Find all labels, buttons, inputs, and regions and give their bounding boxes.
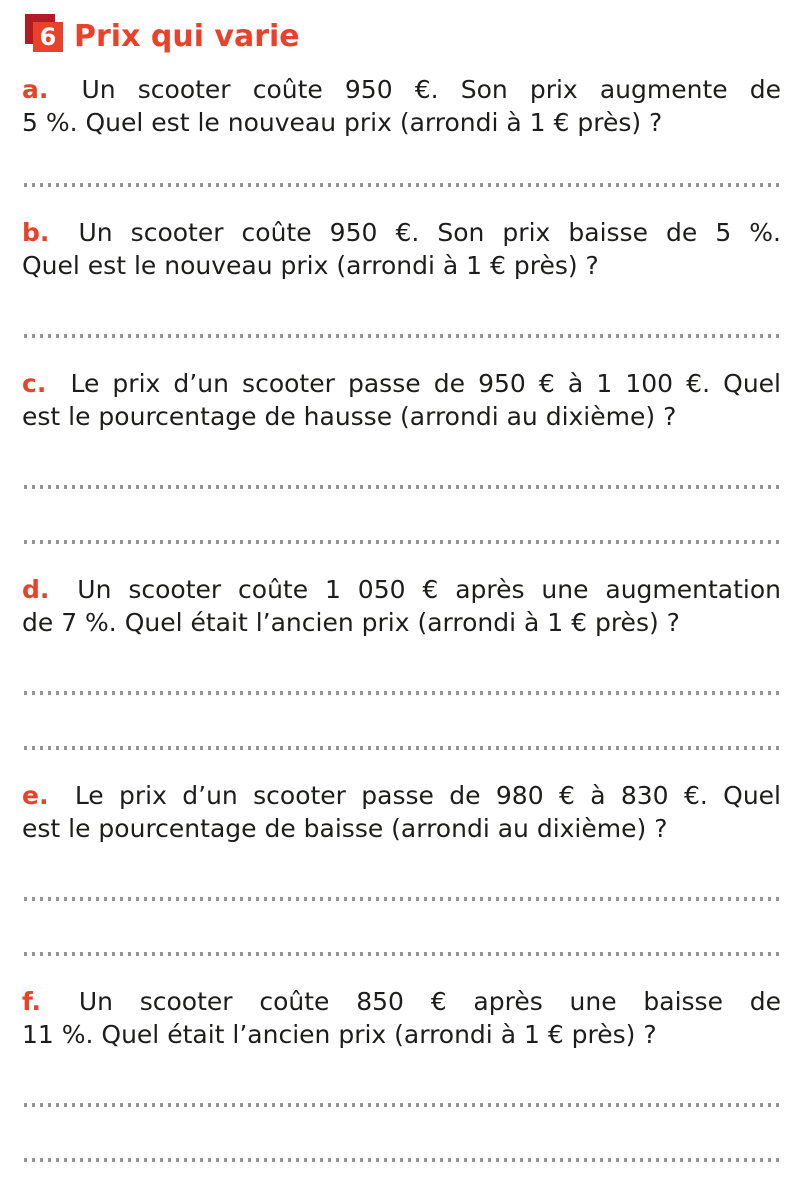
answer-dotted-line [24, 691, 781, 695]
question-text: Un scooter coûte 850 € après une baisse de [78, 987, 781, 1016]
question-b [22, 216, 781, 282]
question-text-line [22, 73, 781, 106]
answer-dotted-line [24, 334, 781, 338]
question-text-line [22, 779, 781, 812]
question-text-line [22, 573, 781, 606]
answer-dotted-line [24, 1158, 781, 1162]
question-letter: e. [22, 781, 49, 810]
question-text-line: est le pourcentage de hausse (arrondi au dixième) ? [22, 402, 677, 431]
question-text-line [22, 367, 781, 400]
answer-dotted-line [24, 952, 781, 956]
answer-dotted-line [24, 485, 781, 489]
question-text-line [22, 216, 781, 249]
question-text-line: Quel est le nouveau prix (arrondi à 1 € près) ? [22, 251, 599, 280]
question-text: Un scooter coûte 950 €. Son prix augmente de [81, 75, 781, 104]
question-letter: c. [22, 369, 47, 398]
question-c [22, 367, 781, 433]
question-f [22, 985, 781, 1051]
answer-dotted-line [24, 746, 781, 750]
exercise-number-badge [33, 22, 63, 52]
question-text-line: 11 %. Quel était l’ancien prix (arrondi à 1 € près) ? [22, 1020, 657, 1049]
question-text: Un scooter coûte 950 €. Son prix baisse de 5 %. [78, 218, 781, 247]
answer-dotted-line [24, 183, 781, 187]
question-text-line: de 7 %. Quel était l’ancien prix (arrondi à 1 € près) ? [22, 608, 680, 637]
answer-dotted-line [24, 540, 781, 544]
exercise-title: Prix qui varie [74, 19, 300, 54]
question-e [22, 779, 781, 845]
question-letter: b. [22, 218, 50, 247]
exercise-header [33, 0, 781, 54]
question-d [22, 573, 781, 639]
answer-dotted-line [24, 1103, 781, 1107]
answer-dotted-line [24, 897, 781, 901]
question-a [22, 73, 781, 139]
question-text: Le prix d’un scooter passe de 950 € à 1 100 €. Quel [70, 369, 781, 398]
question-letter: f. [22, 987, 42, 1016]
question-text-line: 5 %. Quel est le nouveau prix (arrondi à 1 € près) ? [22, 108, 663, 137]
question-text-line [22, 985, 781, 1018]
question-letter: d. [22, 575, 50, 604]
question-text-line: est le pourcentage de baisse (arrondi au dixième) ? [22, 814, 668, 843]
question-text: Le prix d’un scooter passe de 980 € à 830 €. Quel [74, 781, 781, 810]
question-letter: a. [22, 75, 49, 104]
question-text: Un scooter coûte 1 050 € après une augmentation [77, 575, 781, 604]
exercise-number: 6 [39, 22, 57, 51]
